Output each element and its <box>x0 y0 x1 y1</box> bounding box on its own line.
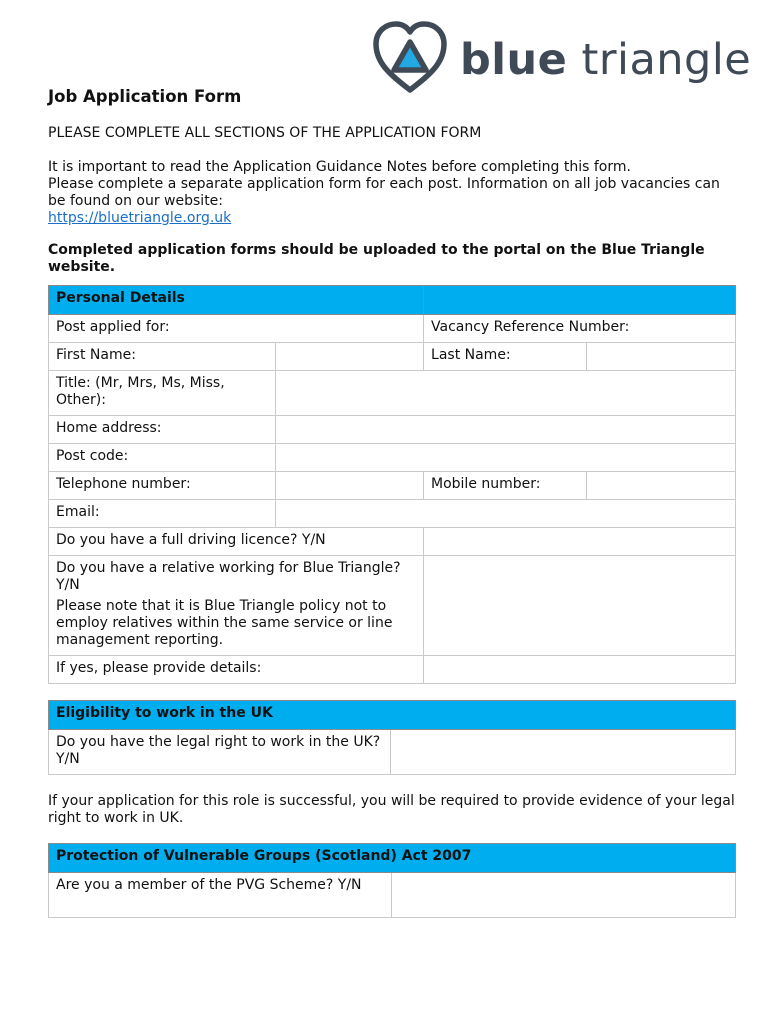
personal-details-header: Personal Details <box>49 286 424 315</box>
instruction-text: PLEASE COMPLETE ALL SECTIONS OF THE APPLICATION FORM <box>48 125 482 141</box>
blue-triangle-logo <box>372 20 752 94</box>
personal-details-header-blank <box>424 286 736 315</box>
logo-wordmark: blue triangle <box>460 35 752 85</box>
mobile-input[interactable] <box>587 472 736 500</box>
form-content <box>48 86 736 918</box>
eligibility-note: If your application for this role is successful, you will be required to provide evidence of your legal right to work in UK. <box>48 793 735 826</box>
post-code-input[interactable] <box>276 444 736 472</box>
pvg-header: Protection of Vulnerable Groups (Scotland) Act 2007 <box>49 844 736 873</box>
mobile-label: Mobile number: <box>424 472 587 500</box>
pvg-member-input[interactable] <box>392 873 736 918</box>
relative-policy-note: Please note that it is Blue Triangle policy not to employ relatives within the same service or line management reporting. <box>56 598 393 648</box>
first-name-input[interactable] <box>276 343 424 371</box>
email-label: Email: <box>49 500 276 528</box>
email-input[interactable] <box>276 500 736 528</box>
relative-input[interactable] <box>424 556 736 656</box>
personal-details-table <box>48 285 736 684</box>
page-title: Job Application Form <box>48 87 242 106</box>
post-applied-field[interactable]: Post applied for: <box>49 315 424 343</box>
right-to-work-label: Do you have the legal right to work in the UK? Y/N <box>49 730 391 775</box>
heart-triangle-icon <box>372 20 448 94</box>
relative-details-input[interactable] <box>424 656 736 684</box>
guidance-text: It is important to read the Application Guidance Notes before completing this form. Please complete a separate application form for each post. Information on all job vacancies can be found on our website: https://bluetriangle.org.uk <box>48 159 720 226</box>
eligibility-table <box>48 700 736 775</box>
last-name-label: Last Name: <box>424 343 587 371</box>
driving-licence-label: Do you have a full driving licence? Y/N <box>49 528 424 556</box>
pvg-table <box>48 843 736 918</box>
vacancy-ref-field[interactable]: Vacancy Reference Number: <box>424 315 736 343</box>
home-address-input[interactable] <box>276 416 736 444</box>
eligibility-header: Eligibility to work in the UK <box>49 701 736 730</box>
telephone-input[interactable] <box>276 472 424 500</box>
pvg-member-label: Are you a member of the PVG Scheme? Y/N <box>49 873 392 918</box>
telephone-label: Telephone number: <box>49 472 276 500</box>
home-address-label: Home address: <box>49 416 276 444</box>
relative-question: Do you have a relative working for Blue Triangle? Y/N <box>56 560 401 593</box>
relative-details-label: If yes, please provide details: <box>49 656 424 684</box>
first-name-label: First Name: <box>49 343 276 371</box>
last-name-input[interactable] <box>587 343 736 371</box>
relative-question-cell <box>49 556 424 656</box>
driving-licence-input[interactable] <box>424 528 736 556</box>
post-code-label: Post code: <box>49 444 276 472</box>
website-link[interactable]: https://bluetriangle.org.uk <box>48 210 232 226</box>
title-input[interactable] <box>276 371 736 416</box>
upload-note: Completed application forms should be uploaded to the portal on the Blue Triangle website. <box>48 242 705 275</box>
title-label: Title: (Mr, Mrs, Ms, Miss, Other): <box>49 371 276 416</box>
right-to-work-input[interactable] <box>391 730 736 775</box>
